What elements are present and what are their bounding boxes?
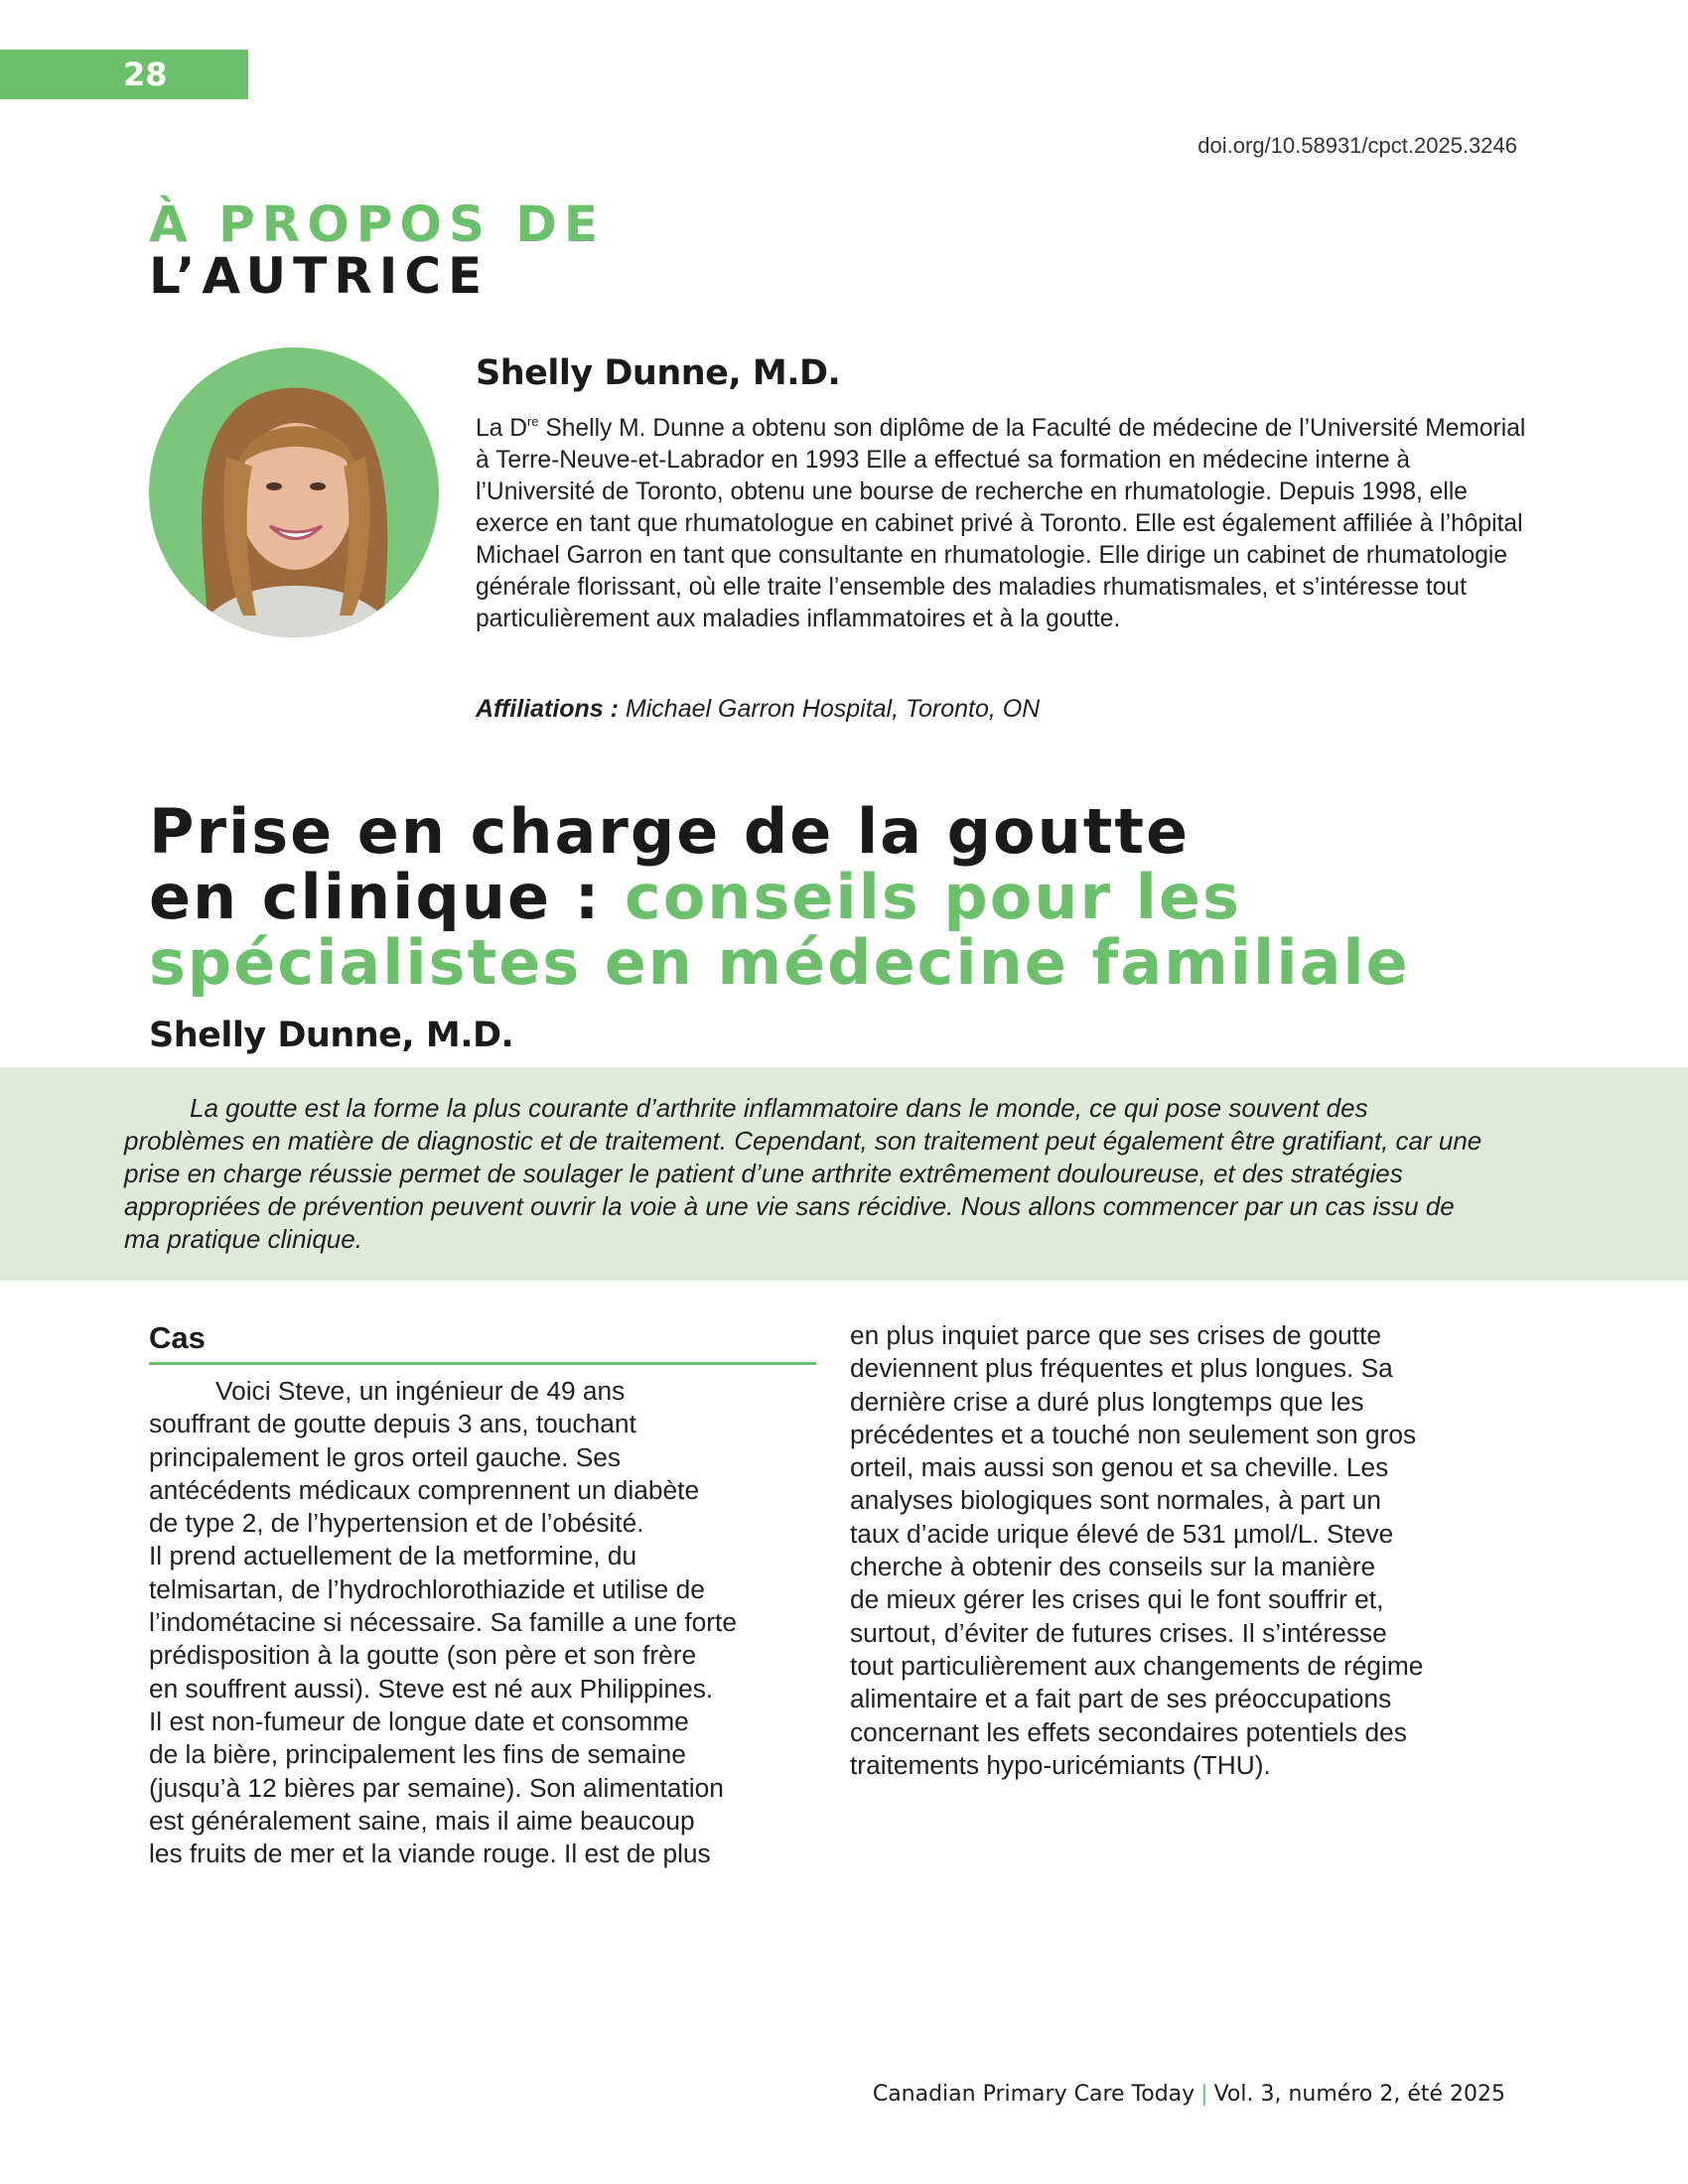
- article-title: [149, 795, 1599, 999]
- affiliations: [476, 695, 1040, 724]
- doi-link[interactable]: doi.org/10.58931/cpct.2025.3246: [1197, 133, 1517, 158]
- body-line: antécédents médicaux comprennent un diabète: [149, 1474, 700, 1505]
- body-line: principalement le gros orteil gauche. Ses: [149, 1441, 622, 1472]
- body-line: en souffrent aussi). Steve est né aux Philippines.: [149, 1673, 714, 1704]
- page-number: 28: [0, 50, 248, 99]
- article-byline: Shelly Dunne, M.D.: [149, 1016, 514, 1055]
- section-divider: [149, 1362, 816, 1365]
- body-line: dernière crise a duré plus longtemps que les: [850, 1386, 1364, 1417]
- author-bio: [476, 413, 1528, 635]
- body-line: taux d’acide urique élevé de 531 µmol/L. Steve: [850, 1518, 1394, 1549]
- body-line: analyses biologiques sont normales, à part un: [850, 1485, 1382, 1516]
- body-line: de type 2, de l’hypertension et de l’obésité.: [149, 1508, 644, 1539]
- body-line: souffrant de goutte depuis 3 ans, touchant: [149, 1409, 636, 1439]
- affiliations-label: Affiliations :: [476, 695, 619, 723]
- article-abstract: La goutte est la forme la plus courante d’arthrite inflammatoire dans le monde, ce qui pose souvent des problèmes en matière de diagnostic et de traitement. Cependant, son traitement peut également être gratifiant, car une prise en charge réussie permet de soulager le patient d’une arthrite extrêmement douloureuse, et des stratégies appropriées de prévention peuvent ouvrir la voie à une vie sans récidive. Nous allons commencer par un cas issu de ma pratique clinique.: [124, 1093, 1482, 1254]
- bio-text: Shelly M. Dunne a obtenu son diplôme de la Faculté de médecine de l’Université Memorial à Terre-Neuve-et-Labrador en 1993 Elle a effectué sa formation en médecine interne à l’Université de Toronto, obtenu une bourse de recherche en rhumatologie. Depuis 1998, elle exerce en tant que rhumatologue en cabinet privé à Toronto. Elle est également affiliée à l’hôpital Michael Garron en tant que consultante en rhumatologie. Elle dirige un cabinet de rhumatologie générale florissant, où elle traite l’ensemble des maladies rhumatismales, et s’intéresse tout particulièrement aux maladies inflammatoires et à la goutte.: [476, 415, 1526, 632]
- body-line: alimentaire et a fait part de ses préoccupations: [850, 1684, 1392, 1714]
- section-heading-cas: Cas: [149, 1320, 206, 1355]
- body-line: de la bière, principalement les fins de semaine: [149, 1739, 686, 1770]
- body-line: l’indométacine si nécessaire. Sa famille a une forte: [149, 1607, 737, 1638]
- body-line: orteil, mais aussi son genou et sa cheville. Les: [850, 1452, 1389, 1483]
- affiliations-value: Michael Garron Hospital, Toronto, ON: [618, 695, 1041, 723]
- body-line: en plus inquiet parce que ses crises de goutte: [850, 1320, 1382, 1350]
- body-line: précédentes et a touché non seulement son gros: [850, 1419, 1417, 1449]
- body-line: deviennent plus fréquentes et plus longues. Sa: [850, 1353, 1393, 1384]
- issue-info: Vol. 3, numéro 2, été 2025: [1213, 2082, 1505, 2107]
- body-line: de mieux gérer les crises qui le font souffrir et,: [850, 1584, 1384, 1615]
- bio-superscript: re: [526, 414, 539, 429]
- page-footer: [873, 2082, 1505, 2107]
- body-line: Il prend actuellement de la metformine, du: [149, 1541, 637, 1571]
- about-heading-line2: L’AUTRICE: [149, 247, 490, 305]
- title-line-2: [149, 861, 1599, 933]
- body-line: Il est non-fumeur de longue date et consomme: [149, 1706, 689, 1736]
- body-line: traitements hypo-uricémiants (THU).: [850, 1749, 1271, 1780]
- title-line-2-green: conseils pour les: [624, 861, 1241, 933]
- bio-prefix: La D: [476, 415, 527, 442]
- author-portrait: [149, 347, 439, 637]
- body-line: concernant les effets secondaires potentiels des: [850, 1716, 1407, 1747]
- body-line: Voici Steve, un ingénieur de 49 ans: [215, 1376, 626, 1406]
- body-column-right: [850, 1319, 1525, 1782]
- about-author-heading: [149, 196, 605, 305]
- body-line: surtout, d’éviter de futures crises. Il s’intéresse: [850, 1617, 1387, 1648]
- body-column-left: [149, 1375, 809, 1870]
- body-line: est généralement saine, mais il aime beaucoup: [149, 1805, 695, 1836]
- author-name: Shelly Dunne, M.D.: [476, 353, 841, 393]
- body-line: (jusqu’à 12 bières par semaine). Son alimentation: [149, 1772, 724, 1803]
- title-line-2-black: en clinique :: [149, 861, 625, 933]
- footer-separator: |: [1200, 2082, 1208, 2107]
- body-line: tout particulièrement aux changements de régime: [850, 1650, 1424, 1681]
- about-heading-line1: À PROPOS DE: [149, 196, 605, 253]
- journal-name: Canadian Primary Care Today: [872, 2082, 1196, 2107]
- body-line: les fruits de mer et la viande rouge. Il est de plus: [149, 1839, 711, 1869]
- body-line: telmisartan, de l’hydrochlorothiazide et utilise de: [149, 1573, 705, 1604]
- title-line-3: spécialistes en médecine familiale: [149, 926, 1410, 999]
- body-line: cherche à obtenir des conseils sur la manière: [850, 1552, 1376, 1582]
- title-line-1: Prise en charge de la goutte: [149, 795, 1191, 868]
- body-line: prédisposition à la goutte (son père et son frère: [149, 1640, 697, 1671]
